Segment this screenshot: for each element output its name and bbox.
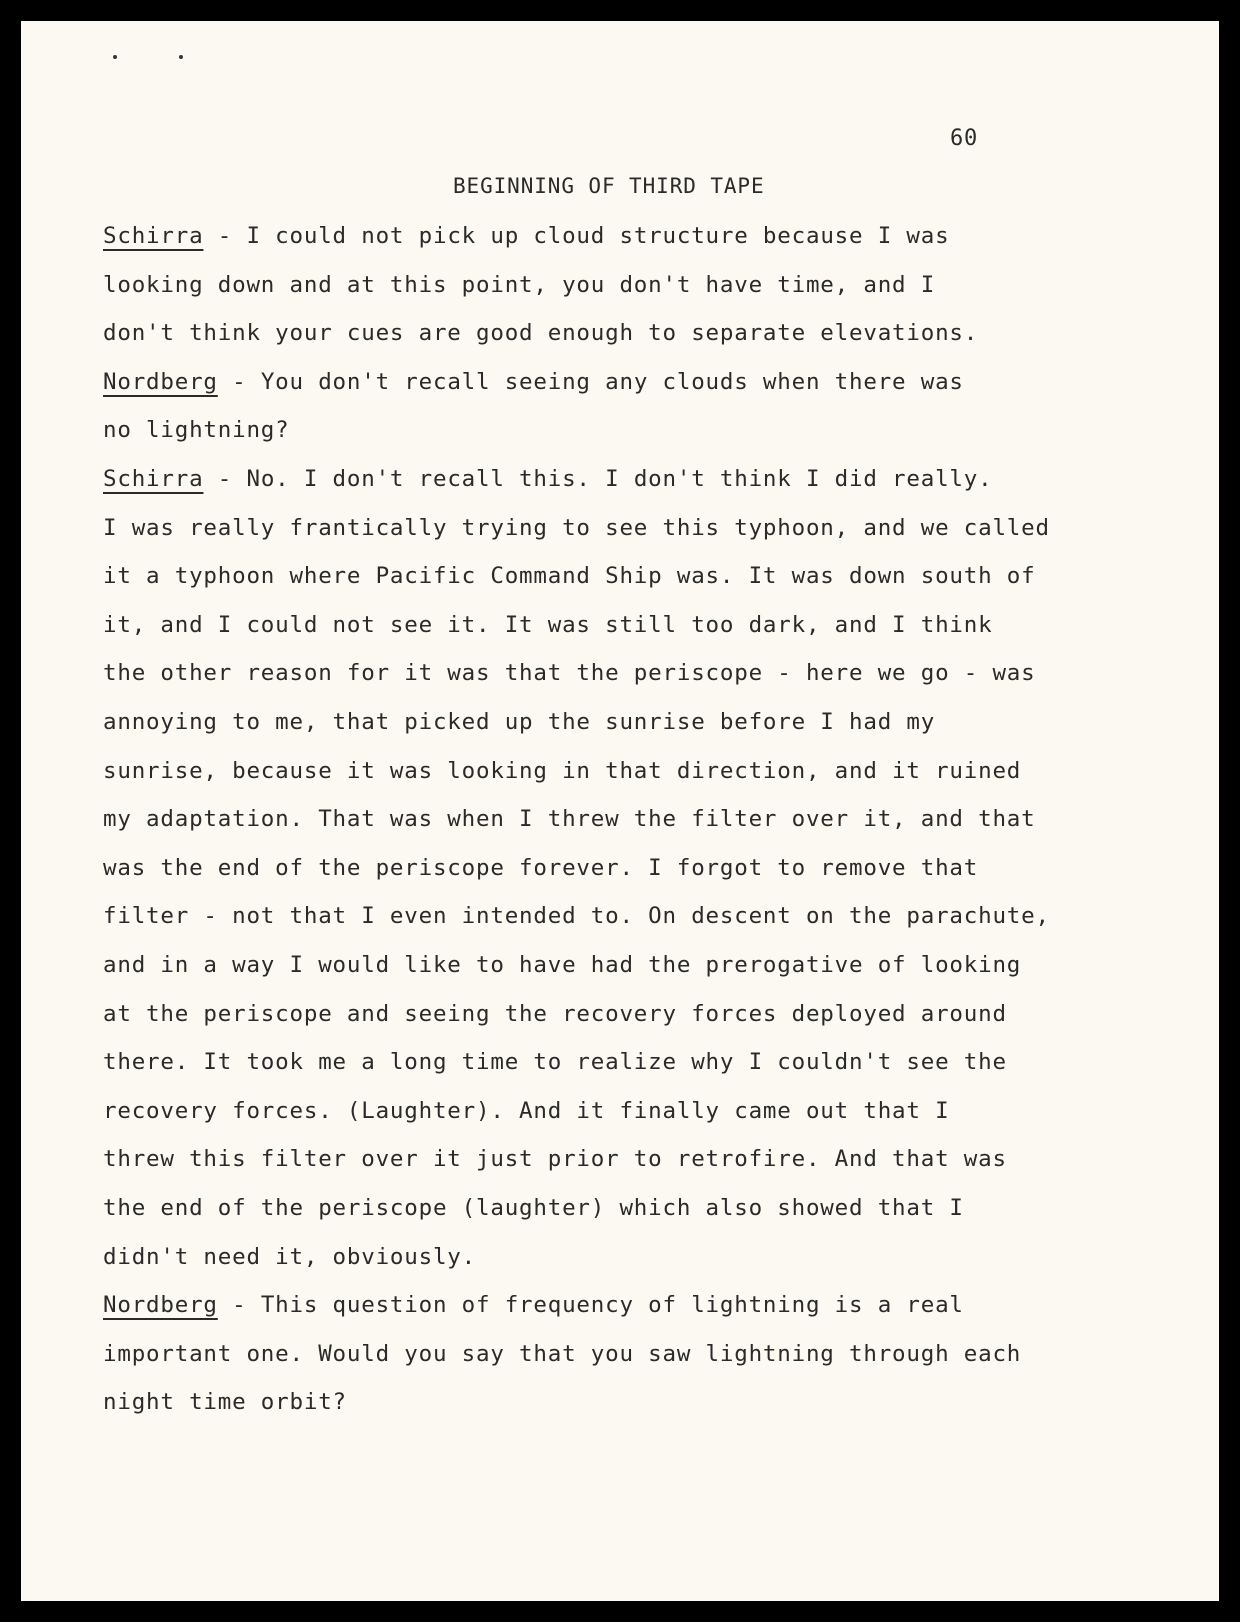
line-text: at the periscope and seeing the recovery forces deployed around xyxy=(103,1000,1007,1027)
speaker-name: Schirra xyxy=(103,223,204,249)
line-text: filter - not that I even intended to. On descent on the parachute, xyxy=(103,903,1050,930)
transcript-line xyxy=(103,804,1036,834)
page-number: 60 xyxy=(950,126,979,151)
transcript-line xyxy=(103,1290,964,1320)
line-text: threw this filter over it just prior to retrofire. And that was xyxy=(103,1146,1007,1173)
binder-hole-mark xyxy=(113,55,117,59)
line-text: the other reason for it was that the periscope - here we go - was xyxy=(103,660,1036,687)
transcript-line xyxy=(103,415,290,445)
transcript-line xyxy=(103,1144,1007,1174)
transcript-line xyxy=(103,950,1021,980)
transcript-line xyxy=(103,1242,476,1272)
transcript-line xyxy=(103,707,935,737)
line-text: I was really frantically trying to see this typhoon, and we called xyxy=(103,514,1050,541)
speaker-name: Schirra xyxy=(103,466,204,492)
transcript-line xyxy=(103,1387,347,1417)
line-text: - No. I don't recall this. I don't think I did really. xyxy=(203,466,993,492)
speaker-name: Nordberg xyxy=(103,1292,218,1319)
line-text: - I could not pick up cloud structure because I was xyxy=(203,223,950,249)
line-text: was the end of the periscope forever. I forgot to remove that xyxy=(103,854,979,881)
line-text: looking down and at this point, you don't have time, and I xyxy=(103,271,936,298)
transcript-line xyxy=(103,853,978,883)
line-text: it a typhoon where Pacific Command Ship was. It was down south of xyxy=(103,563,1036,590)
transcript-line xyxy=(103,464,992,494)
transcript-line xyxy=(103,999,1007,1029)
line-text: night time orbit? xyxy=(103,1389,347,1416)
line-text: sunrise, because it was looking in that direction, and it ruined xyxy=(103,757,1022,784)
transcript-line xyxy=(103,367,964,397)
transcript-line xyxy=(103,1339,1021,1369)
line-text: don't think your cues are good enough to separate elevations. xyxy=(103,320,979,347)
line-text: didn't need it, obviously. xyxy=(103,1243,476,1270)
transcript-line xyxy=(103,318,978,348)
transcript-line xyxy=(103,270,935,300)
line-text: there. It took me a long time to realize why I couldn't see the xyxy=(103,1049,1007,1076)
line-text: annoying to me, that picked up the sunrise before I had my xyxy=(103,709,936,735)
line-text: - This question of frequency of lightning is a real xyxy=(217,1292,964,1319)
line-text: and in a way I would like to have had the prerogative of looking xyxy=(103,952,1022,978)
line-text: my adaptation. That was when I threw the filter over it, and that xyxy=(103,806,1036,833)
transcript-line xyxy=(103,1096,949,1126)
transcript-line xyxy=(103,221,949,251)
transcript-line xyxy=(103,1047,1007,1077)
transcript-line xyxy=(103,610,992,640)
speaker-name: Nordberg xyxy=(103,368,218,395)
line-text: important one. Would you say that you saw lightning through each xyxy=(103,1340,1022,1367)
transcript-line xyxy=(103,561,1036,591)
page-heading: BEGINNING OF THIRD TAPE xyxy=(453,174,765,198)
transcript-line xyxy=(103,513,1050,543)
transcript-line xyxy=(103,658,1036,688)
line-text: no lightning? xyxy=(103,417,290,444)
binder-hole-mark xyxy=(179,55,183,59)
transcript-line xyxy=(103,901,1050,931)
line-text: it, and I could not see it. It was still too dark, and I think xyxy=(103,611,993,638)
transcript-line xyxy=(103,756,1021,786)
document-page xyxy=(21,21,1219,1601)
line-text: - You don't recall seeing any clouds when there was xyxy=(217,368,964,395)
line-text: the end of the periscope (laughter) which also showed that I xyxy=(103,1195,964,1221)
transcript-line xyxy=(103,1193,964,1223)
line-text: recovery forces. (Laughter). And it finally came out that I xyxy=(103,1097,950,1124)
